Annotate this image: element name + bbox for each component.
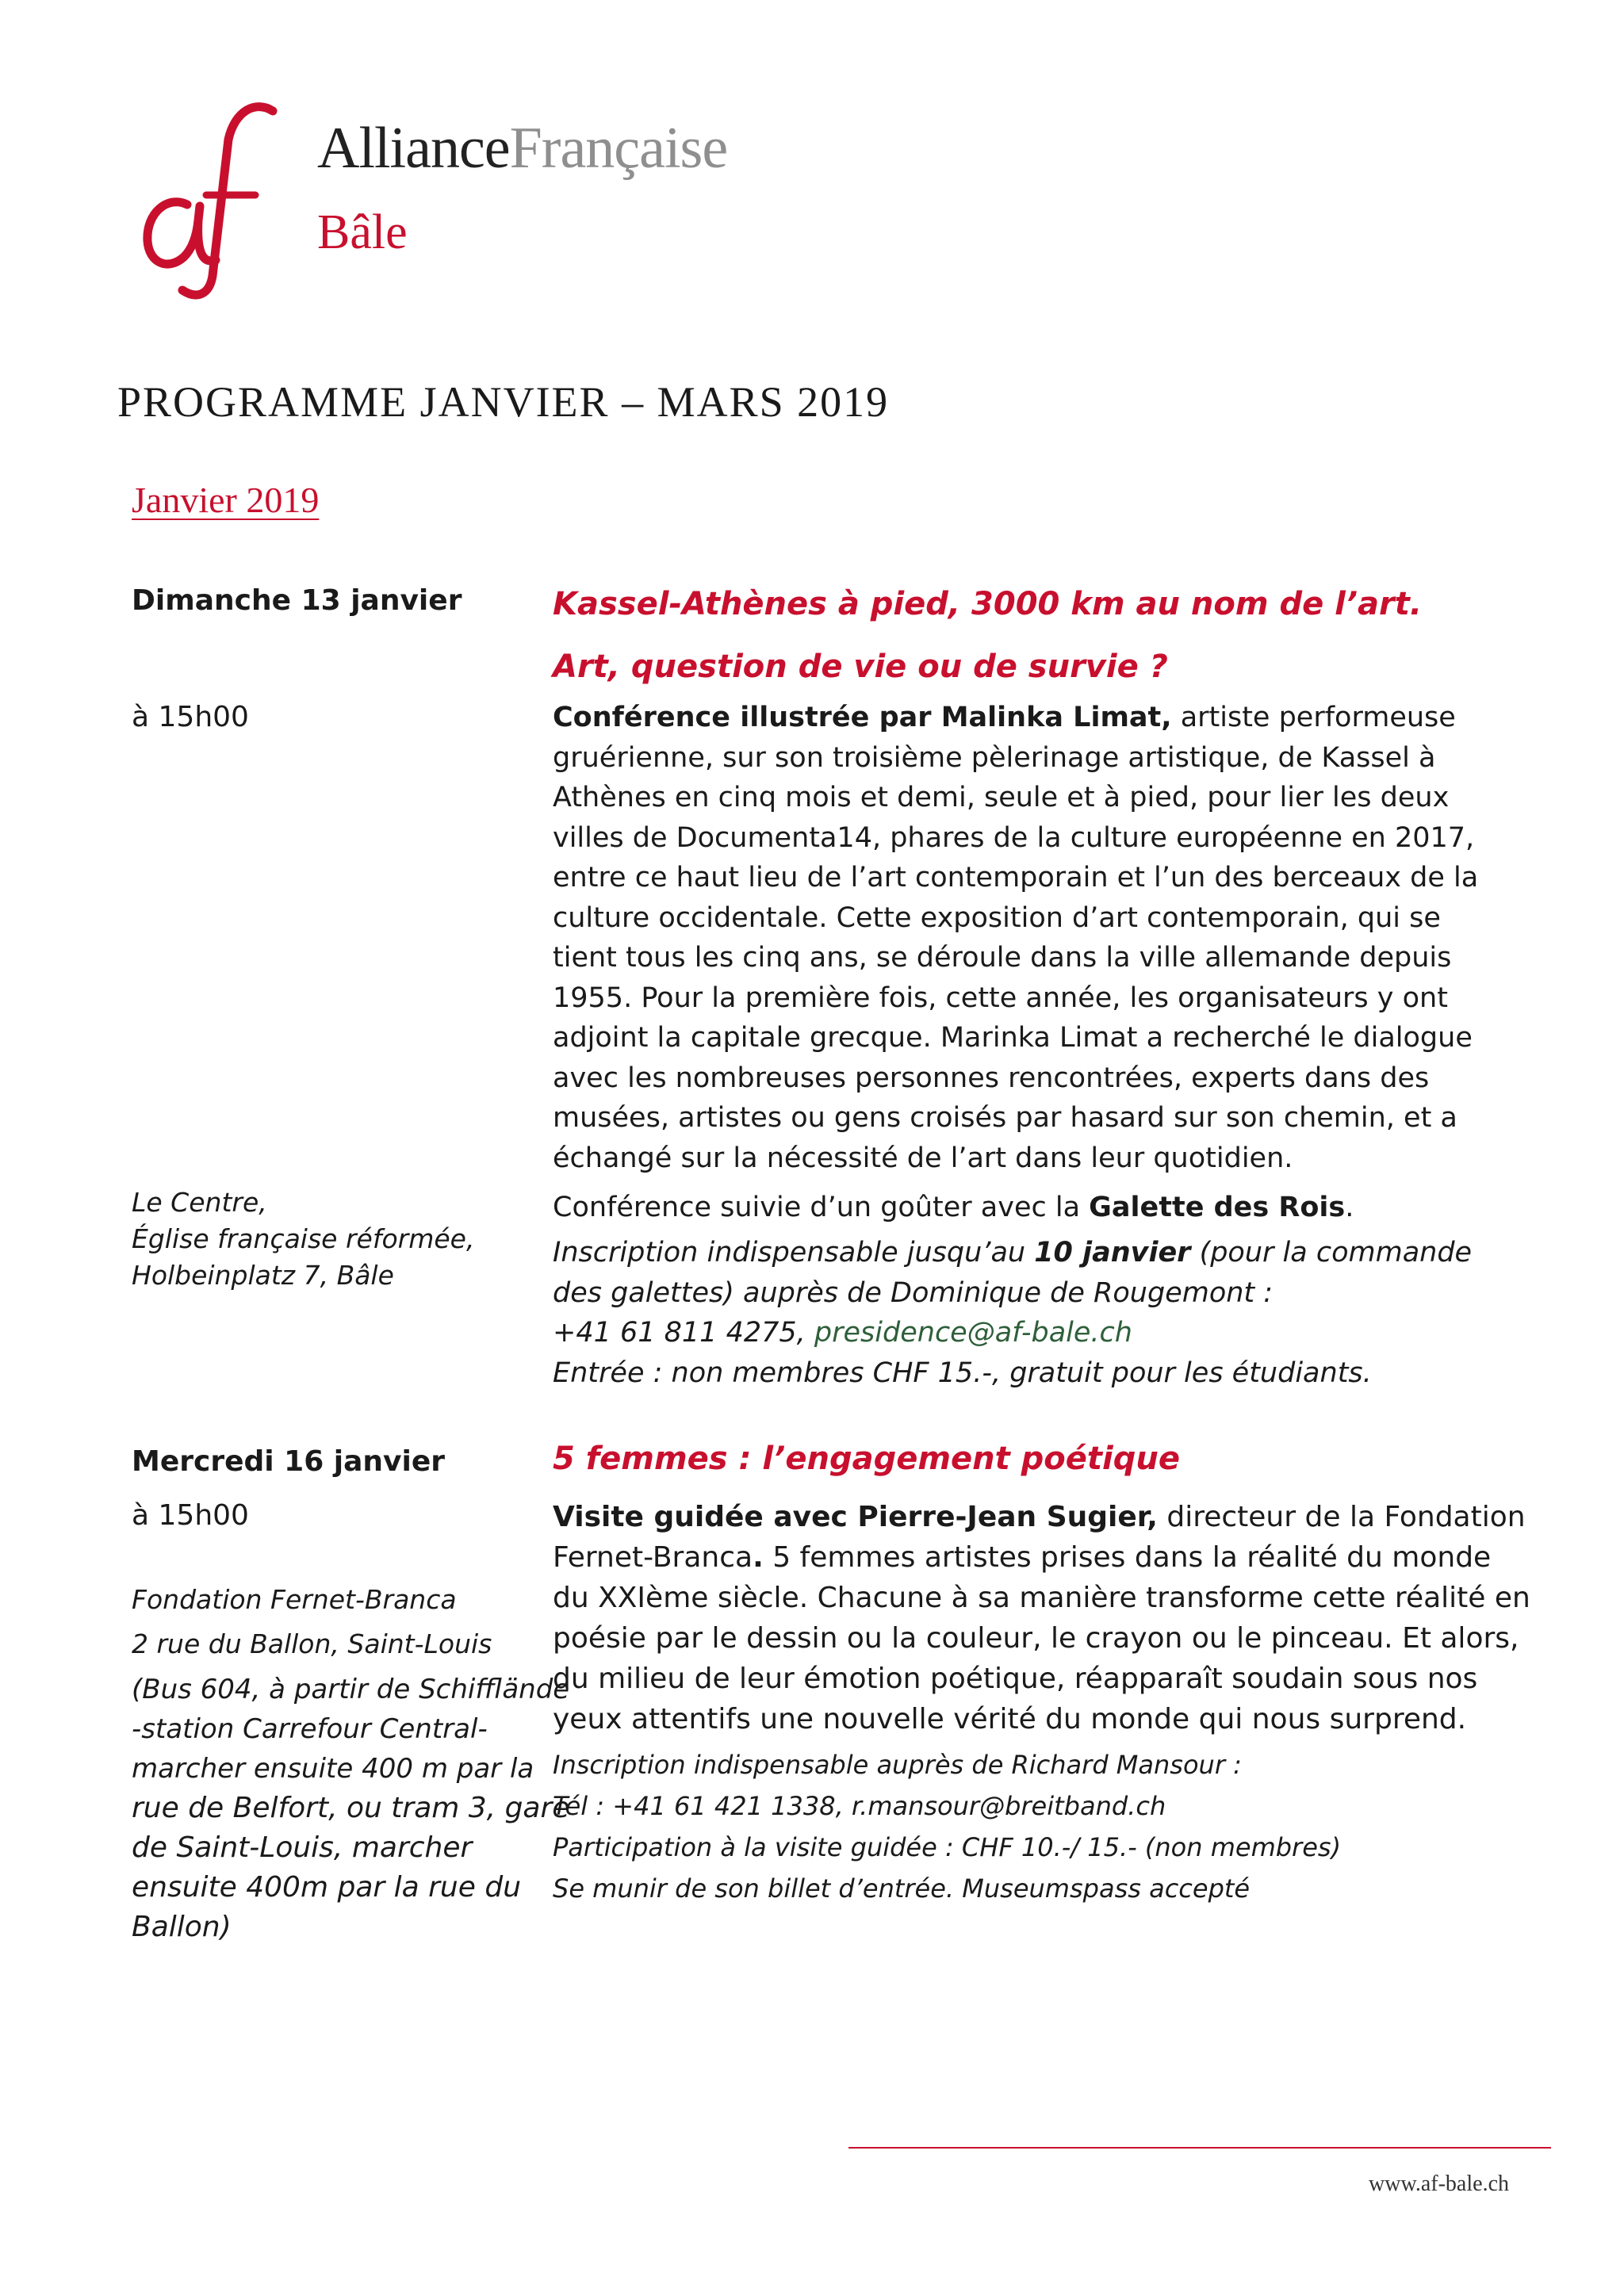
- brand-city: Bâle: [317, 205, 408, 259]
- event1-desc-line: tient tous les cinq ans, se déroule dans la ville allemande depuis: [553, 942, 1452, 974]
- af-logo-icon: [136, 101, 287, 300]
- event1-followup-text: Conférence suivie d’un goûter avec la: [553, 1192, 1090, 1223]
- event1-inscr-line: [553, 1233, 1528, 1273]
- event2-desc-line: du XXIème siècle. Chacune à sa manière transforme cette réalité en: [553, 1582, 1530, 1614]
- event2-desc-line: yeux attentifs une nouvelle vérité du monde qui nous surprend.: [553, 1703, 1467, 1735]
- event1-time: à 15h00: [132, 701, 249, 733]
- event1-title: Kassel-Athènes à pied, 3000 km au nom de l’art.: [553, 586, 1423, 622]
- event2-info: [553, 1744, 1528, 1909]
- event2-desc-line: du milieu de leur émotion poétique, réapparaît soudain sous nos: [553, 1663, 1478, 1695]
- event2-date: Mercredi 16 janvier: [132, 1445, 446, 1478]
- event2-info-line: Participation à la visite guidée : CHF 10.-/ 15.- (non membres): [553, 1832, 1342, 1862]
- event1-desc-line: avec les nombreuses personnes rencontrées, experts dans des: [553, 1062, 1430, 1094]
- event1-desc-line: entre ce haut lieu de l’art contemporain et l’un des berceaux de la: [553, 862, 1479, 894]
- brand-alliance: Alliance: [317, 116, 510, 181]
- event2-venue-street: 2 rue du Ballon, Saint-Louis: [132, 1628, 492, 1659]
- event1-desc-line: gruérienne, sur son troisième pèlerinage artistique, de Kassel à: [553, 741, 1436, 774]
- month-title: Janvier 2019: [132, 480, 320, 520]
- event1-desc-bold: Conférence illustrée par Malinka Limat,: [553, 702, 1172, 733]
- event1-phone: +41 61 811 4275,: [553, 1317, 814, 1349]
- event2-desc-line1-rest: directeur de la Fondation: [1157, 1501, 1526, 1533]
- event2-desc-line: poésie par le dessin ou la couleur, le crayon ou le pinceau. Et alors,: [553, 1622, 1519, 1655]
- event1-subtitle: Art, question de vie ou de survie ?: [553, 649, 1168, 685]
- event1-followup-end: .: [1345, 1192, 1354, 1223]
- brand-name: [317, 116, 728, 181]
- event1-inscription: [553, 1233, 1528, 1393]
- event1-inscr-b: (pour la commande: [1190, 1237, 1473, 1269]
- event1-desc-line1-rest: artiste performeuse: [1171, 702, 1456, 733]
- event2-info-line: Inscription indispensable auprès de Richard Mansour :: [553, 1750, 1242, 1780]
- event2-desc-line2-dot: .: [753, 1541, 764, 1574]
- event2-venue-name: Fondation Fernet-Branca: [132, 1584, 457, 1615]
- event2-directions-line: -station Carrefour Central-: [132, 1713, 488, 1745]
- event1-desc-line: musées, artistes ou gens croisés par hasard sur son chemin, et a: [553, 1102, 1457, 1134]
- event1-desc-line: 1955. Pour la première fois, cette année, les organisateurs y ont: [553, 982, 1448, 1014]
- event2-info-line: Se munir de son billet d’entrée. Museumspass accepté: [553, 1873, 1251, 1904]
- event2-directions-line: de Saint-Louis, marcher: [132, 1831, 473, 1864]
- event1-followup-bold: Galette des Rois: [1089, 1192, 1346, 1223]
- event1-email-link[interactable]: presidence@af-bale.ch: [814, 1317, 1132, 1349]
- event2-directions-line: Ballon): [132, 1911, 232, 1943]
- event1-desc-line: Athènes en cinq mois et demi, seule et à pied, pour lier les deux: [553, 782, 1450, 813]
- event1-contact-line: [553, 1313, 1528, 1353]
- event1-followup: [553, 1188, 1528, 1228]
- brand-francaise: Française: [509, 116, 728, 181]
- event1-venue-line: Église française réformée,: [132, 1223, 475, 1254]
- event1-venue-line: Holbeinplatz 7, Bâle: [132, 1260, 394, 1291]
- footer-website-link[interactable]: www.af-bale.ch: [1369, 2172, 1509, 2196]
- event1-inscr-a: Inscription indispensable jusqu’au: [553, 1237, 1035, 1269]
- event1-inscr-date: 10 janvier: [1034, 1237, 1191, 1269]
- event1-desc-line: culture occidentale. Cette exposition d’art contemporain, qui se: [553, 901, 1441, 934]
- event2-venue: [132, 1578, 544, 1667]
- event1-desc-line: adjoint la capitale grecque. Marinka Limat a recherché le dialogue: [553, 1022, 1473, 1054]
- event1-entry: Entrée : non membres CHF 15.-, gratuit pour les étudiants.: [553, 1357, 1372, 1389]
- event2-directions-line: marcher ensuite 400 m par la: [132, 1753, 534, 1785]
- event1-inscr-line: des galettes) auprès de Dominique de Rougemont :: [553, 1276, 1274, 1309]
- event2-time: à 15h00: [132, 1499, 249, 1532]
- event1-desc-line: [553, 698, 1528, 738]
- event1-desc-line: villes de Documenta14, phares de la culture européenne en 2017,: [553, 821, 1475, 854]
- event1-description: [553, 698, 1528, 1178]
- event2-desc-bold: Visite guidée avec Pierre-Jean Sugier,: [553, 1501, 1158, 1533]
- event1-venue: [132, 1184, 544, 1294]
- event1-desc-line: échangé sur la nécessité de l’art dans leur quotidien.: [553, 1142, 1293, 1174]
- event2-directions-line: ensuite 400m par la rue du: [132, 1871, 522, 1904]
- event1-venue-line: Le Centre,: [132, 1187, 267, 1218]
- event2-desc-line: [553, 1537, 1528, 1578]
- event1-date: Dimanche 13 janvier: [132, 584, 462, 617]
- event2-desc-line2-a: Fernet-Branca: [553, 1541, 753, 1574]
- event2-info-line: Tél : +41 61 421 1338, r.mansour@breitband.ch: [553, 1791, 1166, 1821]
- event2-directions-line: rue de Belfort, ou tram 3, gare: [132, 1792, 570, 1824]
- footer-divider: [848, 2147, 1551, 2149]
- event2-title: 5 femmes : l’engagement poétique: [553, 1441, 1180, 1477]
- event2-description: [553, 1497, 1528, 1739]
- program-title: PROGRAMME JANVIER – MARS 2019: [117, 378, 890, 426]
- event2-directions-line: (Bus 604, à partir de Schifflände: [132, 1674, 570, 1705]
- event2-desc-line: [553, 1497, 1528, 1537]
- event2-desc-line2-b: 5 femmes artistes prises dans la réalité du monde: [763, 1541, 1492, 1574]
- event2-directions: [132, 1670, 570, 1947]
